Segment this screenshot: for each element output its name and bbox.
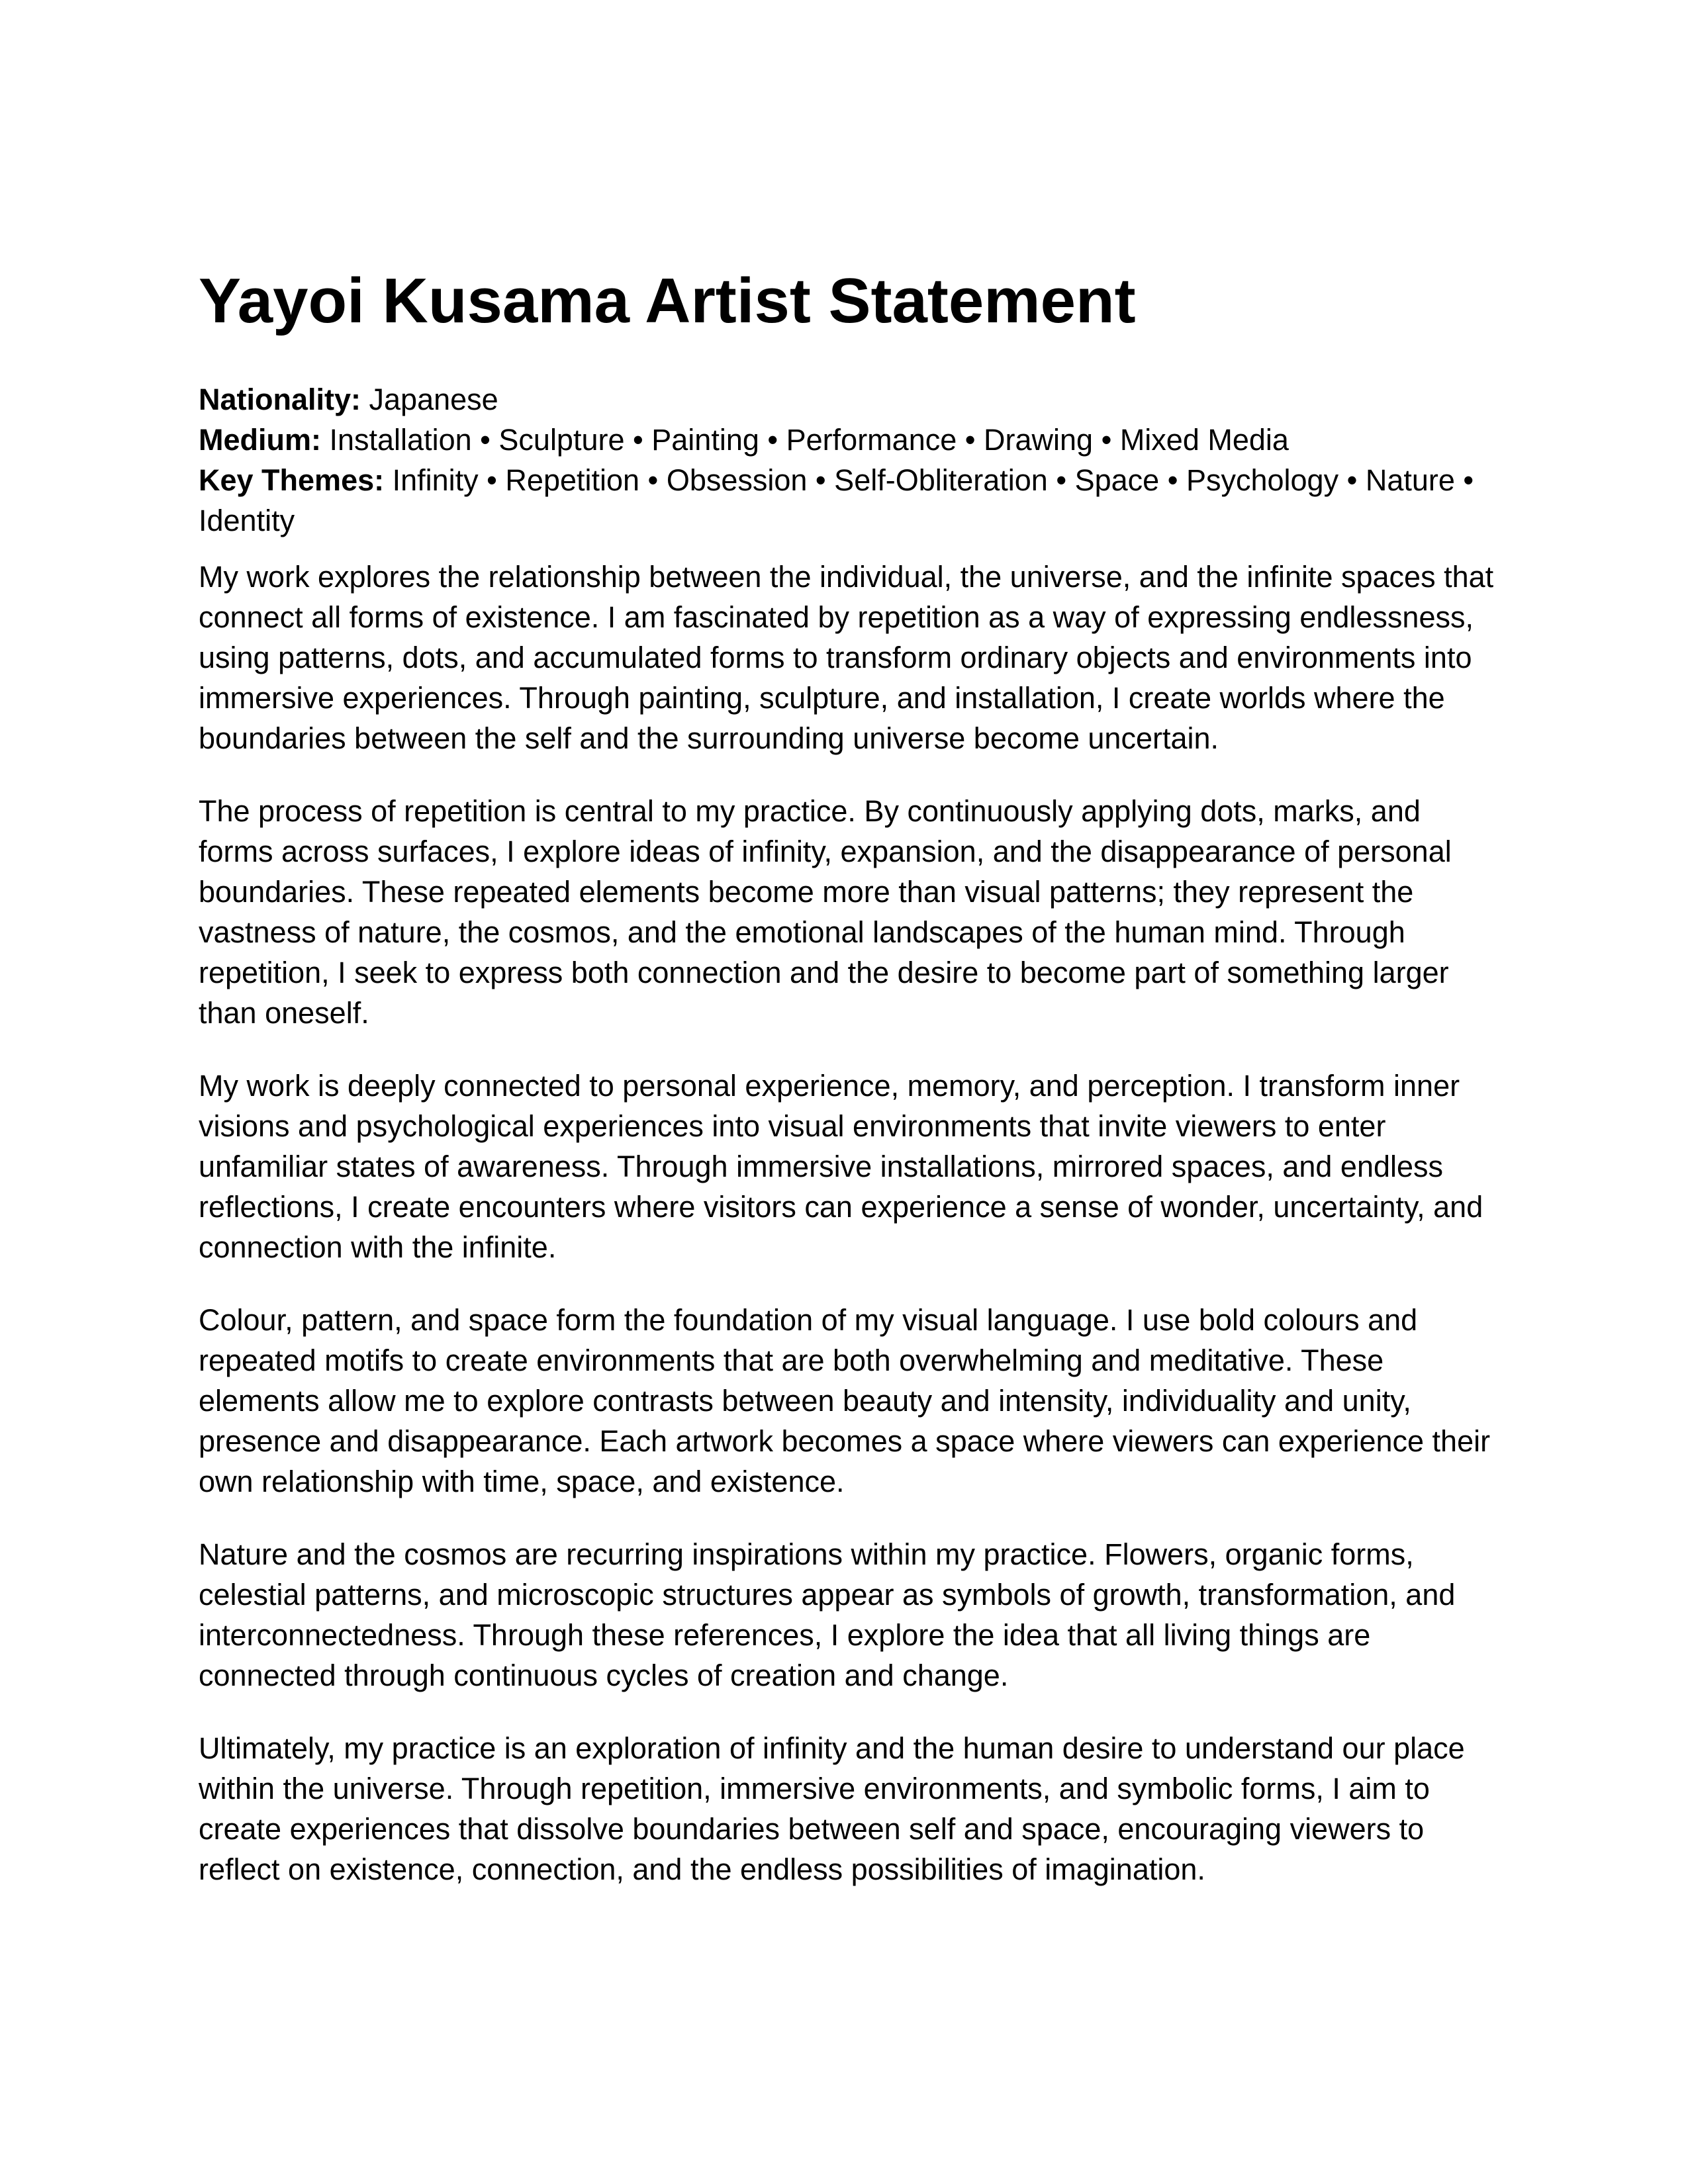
statement-paragraph-6: Ultimately, my practice is an exploration of infinity and the human desire to understand our place within the universe. Through repetition, immersive environments, and symbolic forms, I aim to create experiences that dissolve boundaries between self and space, encouraging viewers to reflect on existence, connection, and the endless possibilities of imagination.: [199, 1731, 1465, 1886]
page-title: Yayoi Kusama Artist Statement: [199, 265, 1136, 336]
medium-label: Medium:: [199, 423, 321, 457]
statement-paragraph-4: Colour, pattern, and space form the foundation of my visual language. I use bold colours and repeated motifs to create environments that are both overwhelming and meditative. These elements allow me to explore contrasts between beauty and intensity, individuality and unity, presence and disappearance. Each artwork becomes a space where viewers can experience their own relationship with time, space, and existence.: [199, 1303, 1491, 1498]
nationality-value: Japanese: [361, 383, 498, 416]
statement-paragraph-3: My work is deeply connected to personal experience, memory, and perception. I transform inner visions and psychological experiences into visual environments that invite viewers to enter unfamiliar states of awareness. Through immersive installations, mirrored spaces, and endless reflections, I create encounters where visitors can experience a sense of wonder, uncertainty, and connection with the infinite.: [199, 1069, 1483, 1264]
medium-value: Installation • Sculpture • Painting • Performance • Drawing • Mixed Media: [321, 423, 1289, 457]
nationality-line: [199, 379, 1496, 420]
document-page: [199, 261, 1496, 1922]
metadata-block: [199, 379, 1496, 541]
nationality-label: Nationality:: [199, 383, 361, 416]
statement-paragraph-5: Nature and the cosmos are recurring inspirations within my practice. Flowers, organic forms, celestial patterns, and microscopic structures appear as symbols of growth, transformation, and interconnectedness. Through these references, I explore the idea that all living things are connected through continuous cycles of creation and change.: [199, 1537, 1456, 1692]
statement-paragraph-2: The process of repetition is central to my practice. By continuously applying dots, marks, and forms across surfaces, I explore ideas of infinity, expansion, and the disappearance of personal boundaries. These repeated elements become more than visual patterns; they represent the vastness of nature, the cosmos, and the emotional landscapes of the human mind. Through repetition, I seek to express both connection and the desire to become part of something larger than oneself.: [199, 794, 1452, 1030]
key-themes-line: [199, 460, 1496, 541]
medium-line: [199, 420, 1496, 460]
key-themes-label: Key Themes:: [199, 463, 385, 497]
statement-paragraph-1: My work explores the relationship between the individual, the universe, and the infinite spaces that connect all forms of existence. I am fascinated by repetition as a way of expressing endlessness, using patterns, dots, and accumulated forms to transform ordinary objects and environments into immersive experiences. Through painting, sculpture, and installation, I create worlds where the boundaries between the self and the surrounding universe become uncertain.: [199, 560, 1494, 755]
key-themes-value: Infinity • Repetition • Obsession • Self-Obliteration • Space • Psychology • Nature • Identity: [199, 463, 1474, 537]
